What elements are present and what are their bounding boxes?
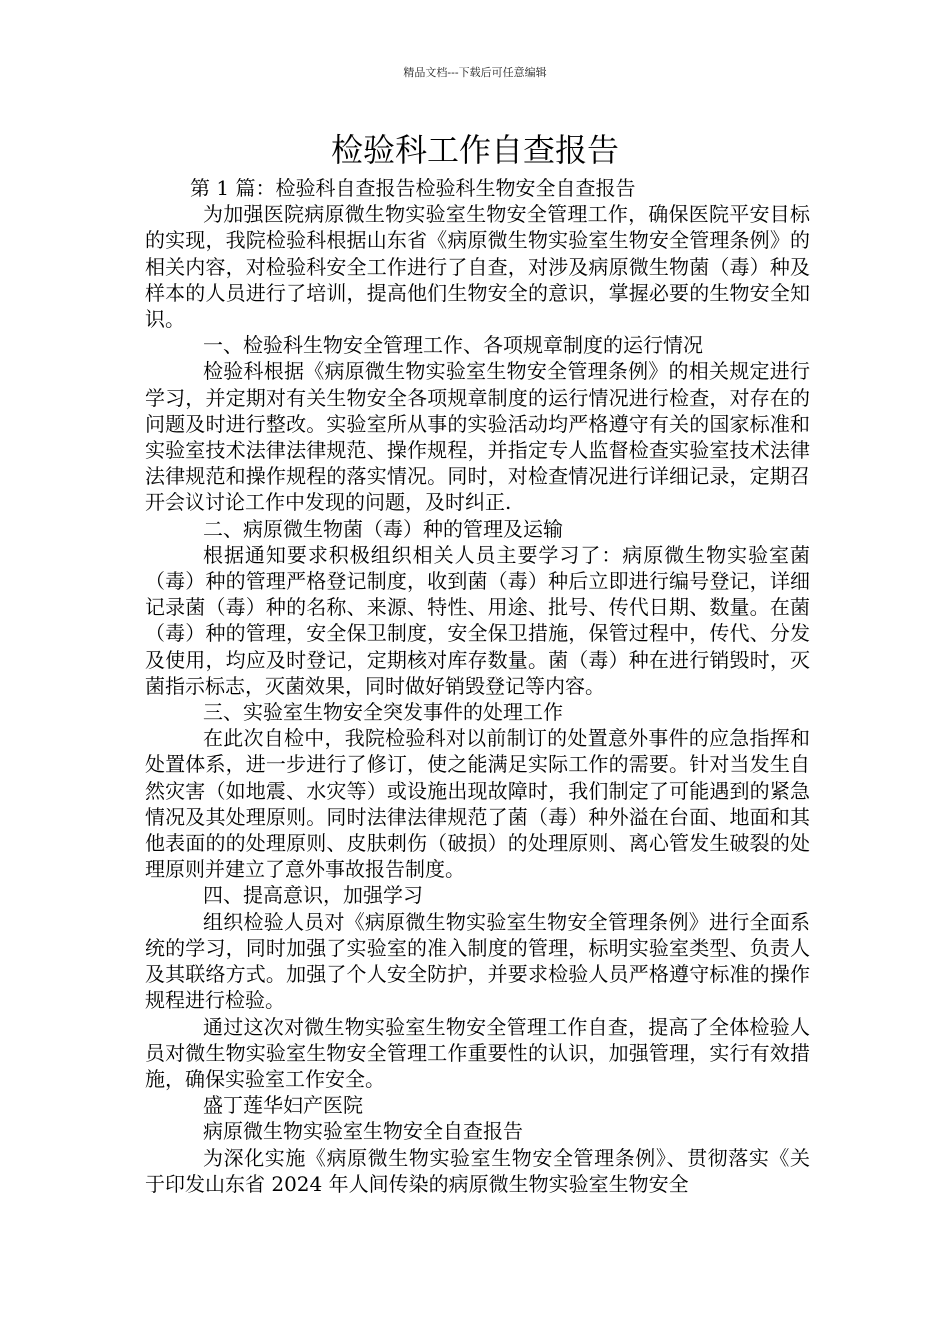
paragraph-section-3: 在此次自检中，我院检验科对以前制订的处置意外事件的应急指挥和处置体系，进一步进行了修订，使之能满足实际工作的需要。针对当发生自然灾害（如地震、水灾等）或设施出现故障时，我们制定了可能遇到的紧急情况及其处理原则。同时法律法律规范了菌（毒）种外溢在台面、地面和其他表面的的处理原则、皮肤刺伤（破损）的处理原则、离心管发生破裂的处理原则并建立了意外事故报告制度。 [145,726,810,882]
paragraph-second-report: 为深化实施《病原微生物实验室生物安全管理条例》、贯彻落实《关于印发山东省 2024 年人间传染的病原微生物实验室生物安全 [145,1145,810,1196]
paragraph-section-2: 根据通知要求积极组织相关人员主要学习了：病原微生物实验室菌（毒）种的管理严格登记制度，收到菌（毒）种后立即进行编号登记，详细记录菌（毒）种的名称、来源、特性、用途、批号、传代日期、数量。在菌（毒）种的管理，安全保卫制度，安全保卫措施，保管过程中，传代、分发及使用，均应及时登记，定期核对库存数量。菌（毒）种在进行销毁时，灭菌指示标志，灭菌效果，同时做好销毁登记等内容。 [145,542,810,698]
paragraph-intro: 为加强医院病原微生物实验室生物安全管理工作，确保医院平安目标的实现，我院检验科根据山东省《病原微生物实验室生物安全管理条例》的相关内容，对检验科安全工作进行了自查，对涉及病原微生物菌（毒）种及样本的人员进行了培训，提高他们生物安全的意识，掌握必要的生物安全知识。 [145,202,810,332]
second-report-title: 病原微生物实验室生物安全自查报告 [203,1119,523,1144]
paragraph-section-4: 组织检验人员对《病原微生物实验室生物安全管理条例》进行全面系统的学习，同时加强了实验室的准入制度的管理，标明实验室类型、负责人及其联络方式。加强了个人安全防护，并要求检验人员严格遵守标准的操作规程进行检验。 [145,909,810,1013]
section-heading-4: 四、提高意识，加强学习 [203,883,423,908]
signature-hospital: 盛丁莲华妇产医院 [203,1093,363,1118]
section-heading-1: 一、检验科生物安全管理工作、各项规章制度的运行情况 [203,333,703,358]
section-heading-3: 三、实验室生物安全突发事件的处理工作 [203,700,563,725]
section-heading-2: 二、病原微生物菌（毒）种的管理及运输 [203,516,563,541]
paragraph-summary: 通过这次对微生物实验室生物安全管理工作自查，提高了全体检验人员对微生物实验室生物安全管理工作重要性的认识，加强管理，实行有效措施，确保实验室工作安全。 [145,1014,810,1091]
document-body [145,175,810,1197]
page-header: 精品文档---下载后可任意编辑 [403,66,547,79]
document-subtitle: 第 1 篇：检验科自查报告检验科生物安全自查报告 [190,176,636,200]
paragraph-section-1: 检验科根据《病原微生物实验室生物安全管理条例》的相关规定进行学习，并定期对有关生物安全各项规章制度的运行情况进行检查，对存在的问题及时进行整改。实验室所从事的实验活动均严格遵守有关的国家标准和实验室技术法律法律规范、操作规程，并指定专人监督检查实验室技术法律法律规范和操作规程的落实情况。同时，对检查情况进行详细记录，定期召开会议讨论工作中发现的问题，及时纠正. [145,359,810,515]
document-title: 检验科工作自查报告 [330,131,619,169]
